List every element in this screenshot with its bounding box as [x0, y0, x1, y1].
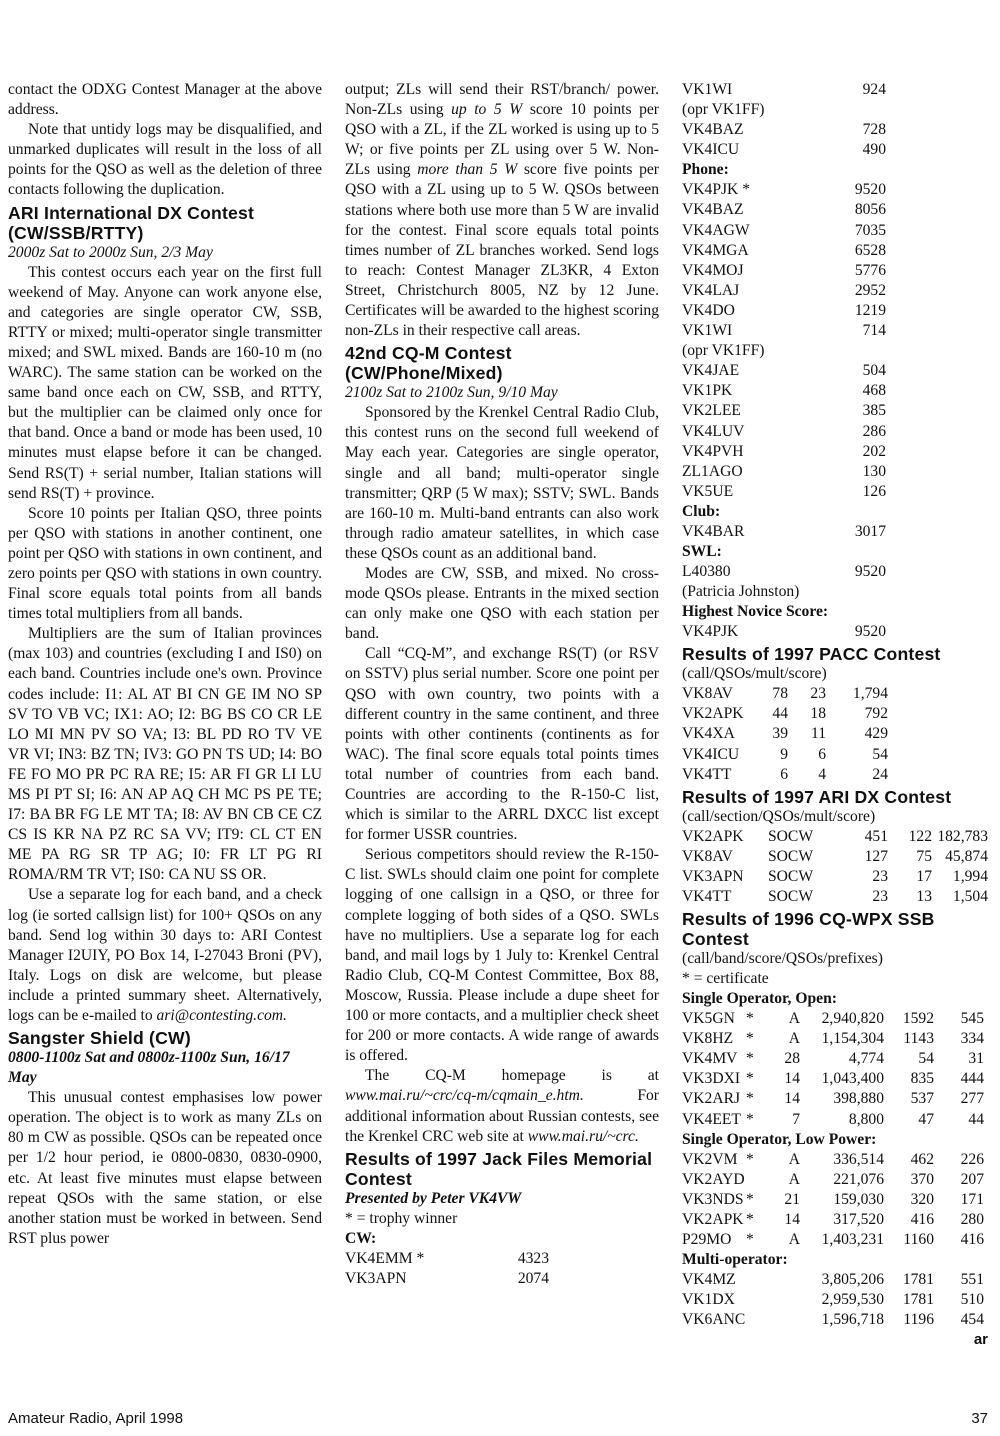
table-cell: 1,596,718: [821, 1311, 884, 1329]
table-cell: VK1WI: [682, 81, 733, 98]
table-cell: VK3APN: [345, 1269, 407, 1287]
results-table: [682, 1150, 988, 1250]
table-cell: 39: [772, 725, 788, 743]
table-cell: 182,783: [937, 827, 988, 845]
results-list: [682, 562, 988, 602]
table-cell: [746, 1290, 764, 1310]
table-cell: VK4MZ: [682, 1271, 736, 1289]
table-cell: 2074: [517, 1269, 549, 1287]
table-cell: 226: [960, 1150, 984, 1168]
table-cell: 14: [784, 1210, 800, 1228]
paragraph: Note that untidy logs may be disqualified, and unmarked duplicates will result in the loss of all points for the QSO as well as the deletion of three contacts following the duplication.: [8, 121, 322, 199]
table-cell: 8,800: [848, 1110, 884, 1128]
table-cell: 1,994: [952, 867, 988, 885]
results-list: [682, 522, 988, 542]
section-heading-pacc: Results of 1997 PACC Contest: [682, 644, 941, 665]
list-item: [682, 381, 988, 401]
list-item: [682, 241, 988, 261]
table-cell: VK4PJK *: [682, 181, 751, 199]
table-row: [682, 1210, 988, 1230]
table-cell: 75: [916, 847, 932, 865]
page-number: 37: [971, 1410, 988, 1427]
table-cell: 1219: [854, 301, 886, 319]
list-item: [682, 281, 988, 301]
table-cell: VK4AGW: [682, 221, 750, 239]
table-cell: 44: [772, 705, 788, 723]
table-cell: 23: [810, 685, 826, 703]
table-cell: 3017: [854, 522, 886, 540]
table-cell: 1781: [902, 1271, 934, 1289]
table-cell: 13: [916, 888, 932, 905]
table-cell: SOCW: [768, 867, 814, 885]
table-row: [682, 1089, 988, 1109]
table-cell: 6: [780, 765, 788, 783]
table-cell: 24: [872, 765, 888, 783]
table-row: [682, 1290, 988, 1310]
table-cell: 490: [862, 141, 886, 159]
table-cell: SOCW: [768, 827, 814, 845]
table-cell: 45,874: [945, 847, 988, 865]
table-cell: VK2ARJ: [682, 1090, 741, 1108]
table-cell: 9520: [854, 181, 886, 199]
list-item: [682, 562, 988, 582]
table-cell: VK2VM: [682, 1150, 738, 1168]
table-cell: VK4LAJ: [682, 281, 740, 299]
table-cell: VK4MV: [682, 1050, 738, 1068]
table-cell: 416: [960, 1231, 984, 1249]
table-row: [682, 887, 988, 907]
table-row: [682, 765, 988, 785]
section-heading-jack-files: Results of 1997 Jack Files Memorial Contest: [345, 1148, 653, 1189]
table-cell: 334: [960, 1030, 984, 1048]
paragraph: Call “CQ-M”, and exchange RS(T) (or RSV on SSTV) plus serial number. Score one point per QSO with own country, two points with a different country in the same continent, and three points with other continents (continents as for WAC). The final score equals total points times total number of countries from each band. Countries are according to the R-150-C list, which is similar to the ARRL DXCC list except for former USSR countries.: [345, 645, 659, 844]
table-cell: 54: [918, 1050, 934, 1068]
table-cell: 9: [780, 745, 788, 763]
email-link: ari@contesting.com.: [156, 1007, 287, 1025]
table-cell: 545: [960, 1010, 984, 1028]
table-cell: VK4BAZ: [682, 201, 744, 219]
table-cell: 792: [864, 705, 888, 723]
table-cell: VK3NDS: [682, 1190, 744, 1208]
table-cell: 468: [862, 382, 886, 400]
table-cell: [842, 582, 886, 602]
paragraph: Serious competitors should review the R-150-C list. SWLs should claim one point for complete logging of one callsign in a QSO, or three for complete logging of both sides of a QSO. SWLs have no multipliers. Use a separate log for each band, and mail logs by 1 July to: Krenkel Central Radio Club, CQ-M Contest Committee, Box 88, Moscow, Russia. Please include a dupe sheet for 100 or more contacts, and a multiplier check sheet for 200 or more contacts. A wide range of awards is offered.: [345, 846, 659, 1065]
table-cell: 126: [862, 482, 886, 500]
table-row: [682, 1310, 988, 1330]
results-table: [682, 1009, 988, 1130]
table-cell: VK3DXI: [682, 1070, 741, 1088]
table-cell: 454: [960, 1311, 984, 1329]
table-cell: 122: [908, 827, 932, 845]
table-row: [682, 827, 988, 847]
table-cell: 3,805,206: [821, 1271, 884, 1289]
list-item: [682, 622, 988, 642]
table-cell: [746, 1170, 764, 1190]
table-row: [682, 745, 988, 765]
table-cell: VK4TT: [682, 888, 732, 905]
table-cell: 416: [910, 1210, 934, 1228]
footer-publication: Amateur Radio, April 1998: [8, 1410, 184, 1427]
table-row: [682, 1170, 988, 1190]
table-cell: 2,959,530: [821, 1291, 884, 1309]
list-item: [682, 180, 988, 200]
column-1: [8, 80, 322, 1249]
table-cell: 4,774: [848, 1050, 884, 1068]
table-cell: 5776: [854, 261, 886, 279]
list-item: [682, 582, 988, 602]
table-cell: VK1DX: [682, 1291, 735, 1309]
table-cell: 7: [792, 1110, 800, 1128]
list-item: [682, 341, 988, 361]
table-cell: VK4MGA: [682, 241, 749, 259]
list-item: [682, 301, 988, 321]
list-item: [682, 522, 988, 542]
table-cell: VK8HZ: [682, 1030, 734, 1048]
list-item: [682, 140, 988, 160]
table-row: [682, 867, 988, 887]
category-label: Phone:: [682, 161, 729, 179]
list-item: [682, 361, 988, 381]
end-mark: ar: [973, 1331, 988, 1349]
table-row: [682, 847, 988, 867]
section-heading-wpx: Results of 1996 CQ-WPX SSB Contest: [682, 909, 935, 950]
table-cell: 1,504: [952, 888, 988, 905]
table-cell: VK2AYD: [682, 1170, 745, 1188]
table-cell: 127: [864, 847, 888, 865]
table-cell: (Patricia Johnston): [682, 583, 800, 601]
table-cell: *: [746, 1110, 754, 1128]
legend-note: * = certificate: [682, 970, 769, 988]
table-cell: 44: [968, 1110, 984, 1128]
paragraph: Modes are CW, SSB, and mixed. No cross-mode QSOs please. Entrants in the mixed section can only make one QSO with each station per band.: [345, 564, 659, 643]
table-row: [682, 1150, 988, 1170]
table-cell: 2,940,820: [821, 1010, 884, 1028]
table-cell: SOCW: [768, 847, 814, 865]
table-cell: 4: [818, 765, 826, 783]
table-cell: 7035: [854, 221, 886, 239]
table-cell: VK2APK: [682, 827, 744, 845]
table-cell: *: [746, 1050, 754, 1068]
table-cell: 1160: [903, 1231, 934, 1249]
table-cell: 728: [862, 121, 886, 139]
table-caption: (call/band/score/QSOs/prefixes): [682, 950, 883, 968]
table-cell: 537: [910, 1090, 934, 1108]
table-cell: 1,043,400: [821, 1070, 884, 1088]
table-cell: VK1PK: [682, 382, 733, 400]
table-cell: VK4PVH: [682, 442, 744, 460]
table-cell: (opr VK1FF): [682, 342, 765, 360]
table-caption: (call/QSOs/mult/score): [682, 665, 827, 683]
table-cell: VK3APN: [682, 867, 744, 885]
table-cell: *: [746, 1070, 754, 1088]
table-cell: 221,076: [833, 1170, 884, 1188]
table-cell: 171: [960, 1190, 984, 1208]
table-cell: VK4ICU: [682, 745, 740, 763]
paragraph: This contest occurs each year on the first full weekend of May. Anyone can work anyone else, and categories are single operator CW, SSB, RTTY or mixed; multi-operator single transmitter mixed; and SWL mixed. Bands are 160-10 m (no WARC). The same station can be worked on the same band once each on CW, SSB, and RTTY, but the multiplier can be claimed only once for that band. Once a band or mode has been used, 10 minutes must elapse before it can be changed. Send RS(T) + serial number, Italian stations will send RS(T) + province.: [8, 263, 322, 502]
table-cell: 23: [872, 888, 888, 905]
table-cell: 202: [862, 442, 886, 460]
table-cell: [746, 1270, 764, 1290]
table-cell: 462: [910, 1150, 934, 1168]
table-cell: 28: [784, 1050, 800, 1068]
table-cell: A: [788, 1231, 800, 1249]
table-cell: 510: [960, 1291, 984, 1309]
category-label: Multi-operator:: [682, 1251, 788, 1269]
table-cell: [842, 341, 886, 361]
list-item: [682, 462, 988, 482]
table-cell: 47: [918, 1110, 934, 1128]
list-item: [682, 482, 988, 502]
table-cell: 444: [960, 1070, 984, 1088]
table-cell: VK4LUV: [682, 422, 745, 440]
table-cell: [764, 1290, 800, 1310]
table-cell: 1,403,231: [821, 1231, 884, 1249]
table-cell: 159,030: [833, 1190, 884, 1208]
table-cell: VK4DO: [682, 301, 735, 319]
list-item: [682, 200, 988, 220]
table-cell: *: [746, 1150, 754, 1168]
results-list: [682, 180, 988, 502]
table-cell: 385: [862, 402, 886, 420]
table-row: [682, 1029, 988, 1049]
list-item: [345, 1249, 659, 1269]
table-cell: VK8AV: [682, 847, 733, 865]
section-heading-cqm: 42nd CQ-M Contest (CW/Phone/Mixed): [345, 343, 512, 384]
results-list: [682, 80, 988, 160]
table-cell: VK4BAZ: [682, 121, 744, 139]
paragraph: Sponsored by the Krenkel Central Radio Club, this contest runs on the second full weekend of May each year. Categories are single operator, single and all band; multi-operator single transmitter; QRP (5 W max); SSTV; SWL. Bands are 160-10 m. Multi-band entrants can also work through radio amateur satellites, in which case these QSOs count as an additional band.: [345, 404, 659, 562]
table-cell: 9520: [854, 562, 886, 580]
table-cell: VK1WI: [682, 322, 733, 340]
table-cell: *: [746, 1231, 754, 1249]
list-item: [682, 442, 988, 462]
list-item: [682, 100, 988, 120]
paragraph: output; ZLs will send their RST/branch/ power. Non-ZLs using up to 5 W score 10 points per QSO with a ZL, if the ZL worked is using up to 5 W; or five points per ZL using over 5 W. Non-ZLs using more than 5 W score five points per QSO with a ZL using up to 5 W. QSOs between stations where both use more than 5 W are invalid for the contest. Final score equals total points times number of ZL branches worked. Send logs to reach: Contest Manager ZL3KR, 4 Exton Street, Christchurch 8005, NZ by 12 June. Certificates will be awarded to the highest scoring non-ZLs in their respective call areas.: [345, 81, 659, 340]
table-cell: 429: [864, 725, 888, 743]
table-cell: (opr VK1FF): [682, 101, 765, 119]
category-label: Highest Novice Score:: [682, 603, 829, 621]
table-cell: 280: [960, 1210, 984, 1228]
table-row: [682, 1049, 988, 1069]
paragraph: Use a separate log for each band, and a check log (ie sorted callsign list) for 100+ QSOs on any band. Send log within 30 days to: ARI Contest Manager I2UIY, PO Box 14, I-27043 Broni (PV), Italy. Logs on disk are welcome, but please include a printed summary sheet. Alternatively, logs can be e-mailed to ari@contesting.com.: [8, 886, 322, 1025]
section-heading-sangster: Sangster Shield (CW): [8, 1028, 191, 1049]
table-cell: 336,514: [833, 1150, 884, 1168]
table-cell: VK4EMM *: [345, 1249, 425, 1267]
list-item: [682, 120, 988, 140]
table-cell: A: [788, 1010, 800, 1028]
results-table: [682, 1270, 988, 1330]
list-item: [682, 401, 988, 421]
results-list: [345, 1249, 659, 1289]
table-row: [682, 724, 988, 744]
table-cell: VK2APK: [682, 1210, 744, 1228]
paragraph: This unusual contest emphasises low power operation. The object is to work as many ZLs on 80 m CW as possible. QSOs can be repeated once per 1/2 hour period, ie 0800-0830, 0830-0900, etc. At least five minutes must elapse between repeat QSOs with the same station, or else another station must be worked in between. Send RST plus power: [8, 1089, 322, 1247]
byline: Presented by Peter VK4VW: [345, 1189, 522, 1207]
category-label: Single Operator, Low Power:: [682, 1130, 877, 1148]
list-item: [682, 261, 988, 281]
table-cell: 6: [818, 745, 826, 763]
category-label: CW:: [345, 1229, 377, 1247]
table-cell: 2952: [854, 281, 886, 299]
table-cell: 1,794: [852, 685, 888, 703]
section-heading-ari-dx: Results of 1997 ARI DX Contest: [682, 786, 952, 807]
table-cell: A: [788, 1170, 800, 1188]
list-item: [682, 422, 988, 442]
table-cell: [842, 100, 886, 120]
table-cell: *: [746, 1010, 754, 1028]
table-cell: 54: [872, 745, 888, 763]
table-cell: VK4PJK: [682, 623, 739, 641]
table-cell: 551: [960, 1271, 984, 1289]
table-cell: VK8AV: [682, 685, 733, 703]
table-cell: VK4XA: [682, 725, 735, 743]
table-cell: 451: [864, 827, 888, 845]
list-item: [682, 80, 988, 100]
table-cell: 23: [872, 867, 888, 885]
table-cell: A: [788, 1030, 800, 1048]
table-cell: VK4JAE: [682, 362, 740, 380]
table-cell: [746, 1310, 764, 1330]
table-cell: VK4ICU: [682, 141, 740, 159]
category-label: SWL:: [682, 542, 722, 560]
results-table: [682, 827, 988, 907]
table-cell: 14: [784, 1090, 800, 1108]
table-cell: P29MO: [682, 1231, 732, 1249]
section-heading-ari: ARI International DX Contest (CW/SSB/RTTY): [8, 202, 255, 243]
table-cell: L40380: [682, 562, 731, 580]
table-cell: 78: [772, 685, 788, 703]
table-row: [682, 684, 988, 704]
table-cell: A: [788, 1150, 800, 1168]
table-cell: 9520: [854, 623, 886, 641]
table-cell: VK5GN: [682, 1010, 735, 1028]
table-cell: VK4BAR: [682, 522, 745, 540]
paragraph: contact the ODXG Contest Manager at the above address.: [8, 81, 322, 119]
table-cell: [764, 1270, 800, 1290]
table-caption: (call/section/QSOs/mult/score): [682, 807, 876, 825]
table-cell: 4323: [517, 1249, 549, 1267]
table-cell: VK4MOJ: [682, 261, 744, 279]
paragraph: The CQ-M homepage is at www.mai.ru/~crc/cq-m/cqmain_e.htm. For additional information about Russian contests, see the Krenkel CRC web site at www.mai.ru/~crc.: [345, 1067, 659, 1145]
table-cell: ZL1AGO: [682, 462, 743, 480]
table-cell: 320: [910, 1190, 934, 1208]
table-cell: 1781: [902, 1291, 934, 1309]
table-cell: *: [746, 1210, 754, 1228]
category-label: Single Operator, Open:: [682, 990, 837, 1008]
category-label: Club:: [682, 502, 721, 520]
column-3: [682, 80, 988, 1350]
contest-time: 2000z Sat to 2000z Sun, 2/3 May: [8, 243, 213, 261]
table-cell: 11: [810, 725, 826, 743]
table-row: [682, 1190, 988, 1210]
table-cell: [764, 1310, 800, 1330]
table-cell: *: [746, 1090, 754, 1108]
table-cell: 18: [810, 705, 826, 723]
table-cell: *: [746, 1030, 754, 1048]
table-cell: VK5UE: [682, 482, 734, 500]
table-cell: 924: [862, 81, 886, 98]
list-item: [682, 221, 988, 241]
table-cell: 8056: [854, 201, 886, 219]
table-cell: 370: [910, 1170, 934, 1188]
table-row: [682, 1069, 988, 1089]
paragraph: Multipliers are the sum of Italian provinces (max 103) and countries (excluding I and IS0) on each band. Countries include one's own. Province codes include: I1: AL AT BI CN GE IM NO SP SV TO VB VC; IX1: AO; I2: BG BS CO CR LE LO MI MN PV SO VA; I3: BL PD RO TV VE VR VI; IN3: BZ TN; IV3: GO PN TS UD; I4: BO FE FO MO PR PC RA RE; I5: AR FI GR LI LU MS PI PT SI; I6: AN AP AQ CH MC PS PE TE; I7: BA BR FG LE MT TA; I8: AV BN CB CE CZ CS IS KR NA PZ RC SA VV; IT9: CL CT EN ME PA RG SR TP AG; I0: FR LT PG RI ROMA/RM TR VT; IS0: CA NU SS OR.: [8, 625, 322, 884]
table-cell: VK4EET: [682, 1110, 741, 1128]
table-cell: 286: [862, 422, 886, 440]
results-table: [682, 684, 988, 784]
table-cell: VK4TT: [682, 765, 732, 783]
table-cell: VK2LEE: [682, 402, 741, 420]
table-cell: 21: [784, 1190, 800, 1208]
table-cell: 398,880: [833, 1090, 884, 1108]
legend-note: * = trophy winner: [345, 1209, 458, 1227]
table-row: [682, 1009, 988, 1029]
table-cell: 1143: [903, 1030, 934, 1048]
table-cell: *: [746, 1190, 754, 1208]
table-cell: 31: [968, 1050, 984, 1068]
table-cell: SOCW: [768, 888, 814, 905]
table-cell: 1196: [903, 1311, 934, 1329]
table-cell: VK6ANC: [682, 1311, 746, 1329]
table-cell: 14: [784, 1070, 800, 1088]
table-cell: 277: [960, 1090, 984, 1108]
table-cell: 835: [910, 1070, 934, 1088]
table-cell: VK2APK: [682, 705, 744, 723]
table-cell: 17: [916, 867, 932, 885]
table-cell: 6528: [854, 241, 886, 259]
table-cell: 130: [862, 462, 886, 480]
table-cell: 504: [862, 362, 886, 380]
table-row: [682, 1230, 988, 1250]
contest-time: 2100z Sat to 2100z Sun, 9/10 May: [345, 384, 558, 402]
table-cell: 714: [862, 322, 886, 340]
column-2: [345, 80, 659, 1289]
table-cell: 317,520: [833, 1210, 884, 1228]
table-cell: 1592: [902, 1010, 934, 1028]
list-item: [345, 1269, 659, 1289]
table-cell: 1,154,304: [821, 1030, 884, 1048]
contest-time: 0800-1100z Sat and 0800z-1100z Sun, 16/17 May: [8, 1049, 290, 1087]
table-row: [682, 704, 988, 724]
table-row: [682, 1110, 988, 1130]
list-item: [682, 321, 988, 341]
results-list: [682, 622, 988, 642]
table-row: [682, 1270, 988, 1290]
table-cell: 207: [960, 1170, 984, 1188]
paragraph: Score 10 points per Italian QSO, three points per QSO with stations in another continent, one point per QSO with stations in own continent, and zero points per QSO with stations in own country. Final score equals total points from all bands times total multipliers from all bands.: [8, 504, 322, 623]
